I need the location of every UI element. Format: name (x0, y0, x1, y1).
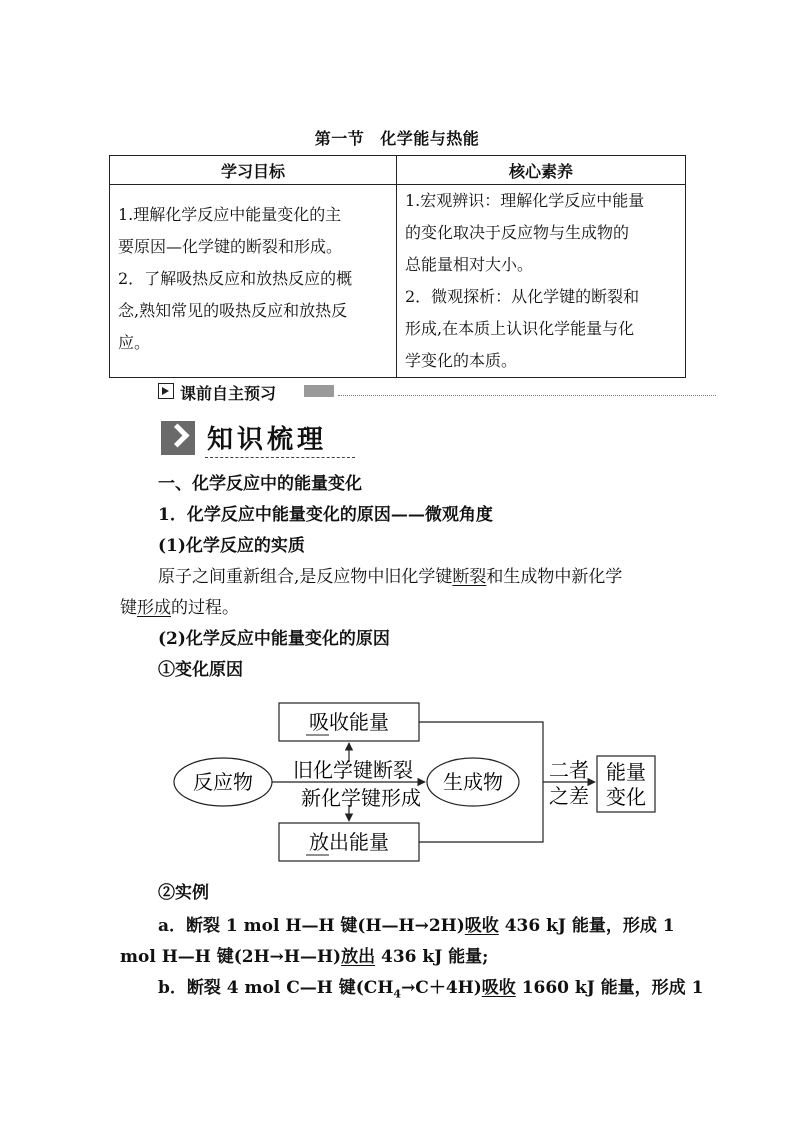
text-run: 和生成物中新化学 (486, 567, 623, 587)
section-number: 第一节 (314, 129, 365, 148)
text-run: 的过程。 (171, 598, 239, 618)
energy-change-label-2: 变化 (606, 787, 646, 809)
answer-release: 放出 (341, 947, 376, 967)
preview-section-bar (158, 381, 716, 401)
difference-label-2: 之差 (549, 786, 589, 808)
goal-line: 念,熟知常见的吸热反应和放热反 (118, 301, 348, 320)
reactant-label: 反应物 (193, 772, 253, 794)
preview-label: 课前自主预习 (180, 384, 277, 403)
heading-microscopic-reason: 1．化学反应中能量变化的原因——微观角度 (158, 505, 493, 525)
paragraph-line (158, 562, 622, 593)
core-literacy-cell (397, 185, 686, 378)
example-a-line-2 (120, 942, 488, 973)
heading-energy-reason: (2)化学反应中能量变化的原因 (158, 629, 390, 649)
absorb-energy-label: 吸收能量 (309, 712, 389, 734)
literacy-line: 1.宏观辨识：理解化学反应中能量 (405, 191, 645, 210)
objectives-table (109, 155, 686, 378)
heading-examples: ②实例 (158, 883, 209, 903)
grey-tab-decoration (304, 385, 334, 397)
paragraph-line (120, 593, 239, 624)
text-run: 436 kJ 能量，形成 1 (498, 916, 675, 936)
text-run: b．断裂 4 mol C—H 键(CH (158, 978, 394, 998)
heading-change-reason: ①变化原因 (158, 660, 243, 680)
subscript: 4 (393, 987, 402, 1001)
new-bond-label: 新化学键形成 (301, 788, 421, 810)
table-header-row (110, 156, 686, 185)
example-b-line (158, 973, 703, 1009)
play-icon (158, 383, 174, 399)
text-run: 1660 kJ 能量，形成 1 (515, 978, 704, 998)
text-run: a．断裂 1 mol H—H 键(H—H→2H) (158, 916, 465, 936)
energy-change-label-1: 能量 (606, 762, 646, 784)
page-title (0, 126, 794, 149)
table-row (110, 185, 686, 378)
dashed-underline (205, 457, 355, 458)
dotted-divider (338, 395, 716, 396)
difference-label-1: 二者 (549, 760, 589, 782)
product-label: 生成物 (443, 772, 503, 794)
heading-reaction-essence: (1)化学反应的实质 (158, 536, 305, 556)
literacy-line: 2．微观探析：从化学键的断裂和 (405, 287, 640, 306)
text-run: →C＋4H) (401, 978, 482, 998)
release-energy-label: 放出能量 (309, 832, 389, 854)
answer-absorb: 吸收 (464, 916, 499, 936)
knowledge-header (161, 417, 361, 457)
old-bond-label: 旧化学键断裂 (293, 760, 413, 782)
text-run: 键 (120, 598, 137, 618)
literacy-line: 的变化取决于反应物与生成物的 (405, 223, 630, 242)
learning-goals-cell (110, 185, 397, 378)
header-core-literacy: 核心素养 (397, 156, 686, 185)
energy-change-diagram (163, 700, 663, 868)
text-run: mol H—H 键(2H→H—H) (120, 947, 342, 967)
goal-line: 1.理解化学反应中能量变化的主 (118, 205, 342, 224)
goal-line: 要原因—化学键的断裂和形成。 (118, 237, 343, 256)
answer-absorb: 吸收 (481, 978, 516, 998)
header-learning-goals: 学习目标 (110, 156, 397, 185)
knowledge-header-label: 知识梳理 (207, 425, 328, 455)
heading-energy-change: 一、化学反应中的能量变化 (158, 474, 362, 494)
example-a-line (158, 911, 675, 942)
chevron-right-icon (161, 421, 195, 455)
text-run: 原子之间重新组合,是反应物中旧化学键 (158, 567, 453, 587)
answer-form: 形成 (137, 598, 171, 618)
literacy-line: 形成,在本质上认识化学能量与化 (405, 319, 635, 338)
goal-line: 2．了解吸热反应和放热反应的概 (118, 269, 353, 288)
answer-break: 断裂 (452, 567, 487, 587)
literacy-line: 学变化的本质。 (405, 351, 518, 370)
text-run: 436 kJ 能量; (375, 947, 489, 967)
section-name: 化学能与热能 (380, 129, 480, 148)
goal-line: 应。 (118, 333, 151, 352)
literacy-line: 总能量相对大小。 (405, 255, 534, 274)
